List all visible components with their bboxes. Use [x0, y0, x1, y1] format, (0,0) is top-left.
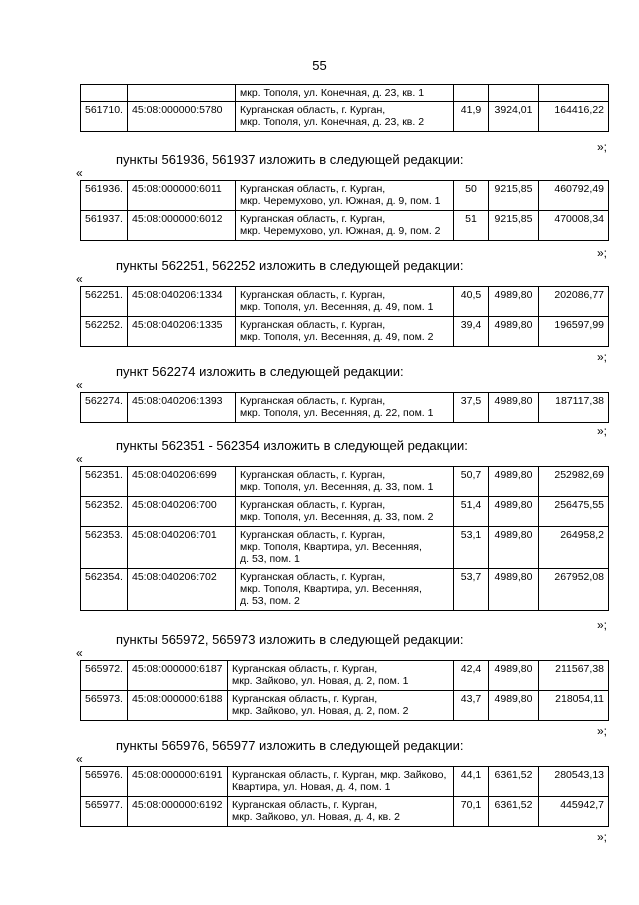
cell-area: 53,7 — [454, 569, 489, 611]
cell-total: 264958,2 — [539, 527, 609, 569]
cell-area: 50,7 — [454, 467, 489, 497]
section-heading: пункты 562251, 562252 изложить в следующей редакции: — [116, 258, 464, 273]
cell-address: Курганская область, г. Курган, мкр. Тополя, ул. Конечная, д. 23, кв. 2 — [236, 102, 454, 132]
cell-area: 40,5 — [454, 287, 489, 317]
quote-open: « — [76, 752, 83, 766]
cell-price: 9215,85 — [489, 211, 539, 241]
cell-total: 202086,77 — [539, 287, 609, 317]
cell-price: 4989,80 — [489, 467, 539, 497]
cell-total: 267952,08 — [539, 569, 609, 611]
cell-price: 4989,80 — [489, 393, 539, 423]
page-number: 55 — [312, 58, 327, 73]
cell-area: 41,9 — [454, 102, 489, 132]
table-row — [81, 497, 609, 527]
cell-address: Курганская область, г. Курган, мкр. Зайково, ул. Новая, д. 4, кв. 2 — [228, 797, 454, 827]
table-row — [81, 287, 609, 317]
cell-num: 562351. — [81, 467, 128, 497]
cell-area: 44,1 — [454, 767, 489, 797]
cell-cadastre: 45:08:000000:6012 — [128, 211, 236, 241]
cell-address: Курганская область, г. Курган, мкр. Тополя, Квартира, ул. Весенняя, д. 53, пом. 1 — [236, 527, 454, 569]
table-row — [81, 661, 609, 691]
cell-total: 280543,13 — [539, 767, 609, 797]
cell-area: 50 — [454, 181, 489, 211]
cell-cadastre: 45:08:040206:702 — [128, 569, 236, 611]
section-heading: пункты 565976, 565977 изложить в следующей редакции: — [116, 738, 464, 753]
cell-cadastre: 45:08:000000:6192 — [128, 797, 228, 827]
cell-total: 196597,99 — [539, 317, 609, 347]
top-table — [80, 84, 609, 132]
cell-num: 562353. — [81, 527, 128, 569]
cell-address: Курганская область, г. Курган, мкр. Тополя, Квартира, ул. Весенняя, д. 53, пом. 2 — [236, 569, 454, 611]
table-row — [81, 467, 609, 497]
cell-total: 470008,34 — [539, 211, 609, 241]
cell-address: Курганская область, г. Курган, мкр. Тополя, ул. Весенняя, д. 49, пом. 2 — [236, 317, 454, 347]
section-heading: пункты 561936, 561937 изложить в следующей редакции: — [116, 152, 464, 167]
cell-price: 4989,80 — [489, 661, 539, 691]
cell-num: 565976. — [81, 767, 128, 797]
section-table — [80, 660, 609, 721]
cell-address: Курганская область, г. Курган, мкр. Черемухово, ул. Южная, д. 9, пом. 2 — [236, 211, 454, 241]
section-table — [80, 286, 609, 347]
cell-price: 6361,52 — [489, 797, 539, 827]
quote-close: »; — [597, 618, 608, 632]
cell-address: Курганская область, г. Курган, мкр. Черемухово, ул. Южная, д. 9, пом. 1 — [236, 181, 454, 211]
cell-area: 43,7 — [454, 691, 489, 721]
cell-cadastre: 45:08:000000:5780 — [128, 102, 236, 132]
cell-price: 3924,01 — [489, 102, 539, 132]
cell-address: Курганская область, г. Курган, мкр. Тополя, ул. Весенняя, д. 33, пом. 1 — [236, 467, 454, 497]
cell-price: 4989,80 — [489, 569, 539, 611]
cell-num: 561936. — [81, 181, 128, 211]
cell-total: 256475,55 — [539, 497, 609, 527]
cell-num: 562274. — [81, 393, 128, 423]
cell-address: Курганская область, г. Курган, мкр. Тополя, ул. Весенняя, д. 49, пом. 1 — [236, 287, 454, 317]
cell-total: 211567,38 — [539, 661, 609, 691]
quote-close: »; — [597, 830, 608, 844]
cell-area — [454, 85, 489, 102]
cell-num: 562251. — [81, 287, 128, 317]
cell-cadastre: 45:08:000000:6191 — [128, 767, 228, 797]
cell-price: 4989,80 — [489, 527, 539, 569]
table-row — [81, 211, 609, 241]
table-row — [81, 393, 609, 423]
quote-close: »; — [597, 246, 608, 260]
cell-cadastre — [128, 85, 236, 102]
section-table — [80, 392, 609, 423]
cell-num: 561710. — [81, 102, 128, 132]
cell-total: 445942,7 — [539, 797, 609, 827]
cell-num: 565972. — [81, 661, 128, 691]
cell-num: 561937. — [81, 211, 128, 241]
cell-area: 37,5 — [454, 393, 489, 423]
cell-cadastre: 45:08:040206:701 — [128, 527, 236, 569]
cell-cadastre: 45:08:040206:700 — [128, 497, 236, 527]
table-row — [81, 569, 609, 611]
cell-address: мкр. Тополя, ул. Конечная, д. 23, кв. 1 — [236, 85, 454, 102]
cell-total: 164416,22 — [539, 102, 609, 132]
quote-close: »; — [597, 350, 608, 364]
cell-num: 562252. — [81, 317, 128, 347]
section-table — [80, 766, 609, 827]
quote-open: « — [76, 378, 83, 392]
cell-num: 562352. — [81, 497, 128, 527]
cell-num — [81, 85, 128, 102]
section-heading: пункты 562351 - 562354 изложить в следующей редакции: — [116, 438, 468, 453]
cell-price: 4989,80 — [489, 287, 539, 317]
table-row — [81, 527, 609, 569]
cell-address: Курганская область, г. Курган, мкр. Тополя, ул. Весенняя, д. 33, пом. 2 — [236, 497, 454, 527]
table-row — [81, 767, 609, 797]
cell-num: 562354. — [81, 569, 128, 611]
quote-close: »; — [597, 424, 608, 438]
table-row — [81, 102, 609, 132]
cell-cadastre: 45:08:000000:6187 — [128, 661, 228, 691]
table-row — [81, 317, 609, 347]
cell-area: 51,4 — [454, 497, 489, 527]
cell-total: 187117,38 — [539, 393, 609, 423]
quote-open: « — [76, 452, 83, 466]
cell-num: 565973. — [81, 691, 128, 721]
cell-area: 53,1 — [454, 527, 489, 569]
cell-address: Курганская область, г. Курган, мкр. Тополя, ул. Весенняя, д. 22, пом. 1 — [236, 393, 454, 423]
cell-cadastre: 45:08:040206:1335 — [128, 317, 236, 347]
quote-close: »; — [597, 724, 608, 738]
cell-total: 218054,11 — [539, 691, 609, 721]
section-heading: пункты 565972, 565973 изложить в следующей редакции: — [116, 632, 464, 647]
section-table — [80, 466, 609, 611]
cell-total — [539, 85, 609, 102]
cell-total: 460792,49 — [539, 181, 609, 211]
table-row — [81, 691, 609, 721]
quote-open: « — [76, 646, 83, 660]
cell-address: Курганская область, г. Курган, мкр. Зайково, ул. Новая, д. 2, пом. 1 — [228, 661, 454, 691]
cell-price: 4989,80 — [489, 691, 539, 721]
cell-area: 51 — [454, 211, 489, 241]
cell-price — [489, 85, 539, 102]
cell-area: 39,4 — [454, 317, 489, 347]
cell-cadastre: 45:08:000000:6188 — [128, 691, 228, 721]
cell-cadastre: 45:08:040206:1334 — [128, 287, 236, 317]
table-row — [81, 797, 609, 827]
cell-price: 9215,85 — [489, 181, 539, 211]
cell-price: 6361,52 — [489, 767, 539, 797]
quote-open: « — [76, 272, 83, 286]
cell-total: 252982,69 — [539, 467, 609, 497]
cell-num: 565977. — [81, 797, 128, 827]
table-row — [81, 181, 609, 211]
cell-cadastre: 45:08:000000:6011 — [128, 181, 236, 211]
quote-open: « — [76, 166, 83, 180]
cell-address: Курганская область, г. Курган, мкр. Зайково, Квартира, ул. Новая, д. 4, пом. 1 — [228, 767, 454, 797]
section-heading: пункт 562274 изложить в следующей редакции: — [116, 364, 404, 379]
section-table — [80, 180, 609, 241]
cell-cadastre: 45:08:040206:699 — [128, 467, 236, 497]
quote-close: »; — [597, 140, 608, 154]
cell-area: 70,1 — [454, 797, 489, 827]
cell-cadastre: 45:08:040206:1393 — [128, 393, 236, 423]
cell-address: Курганская область, г. Курган, мкр. Зайково, ул. Новая, д. 2, пом. 2 — [228, 691, 454, 721]
cell-price: 4989,80 — [489, 317, 539, 347]
table-row — [81, 85, 609, 102]
cell-price: 4989,80 — [489, 497, 539, 527]
cell-area: 42,4 — [454, 661, 489, 691]
